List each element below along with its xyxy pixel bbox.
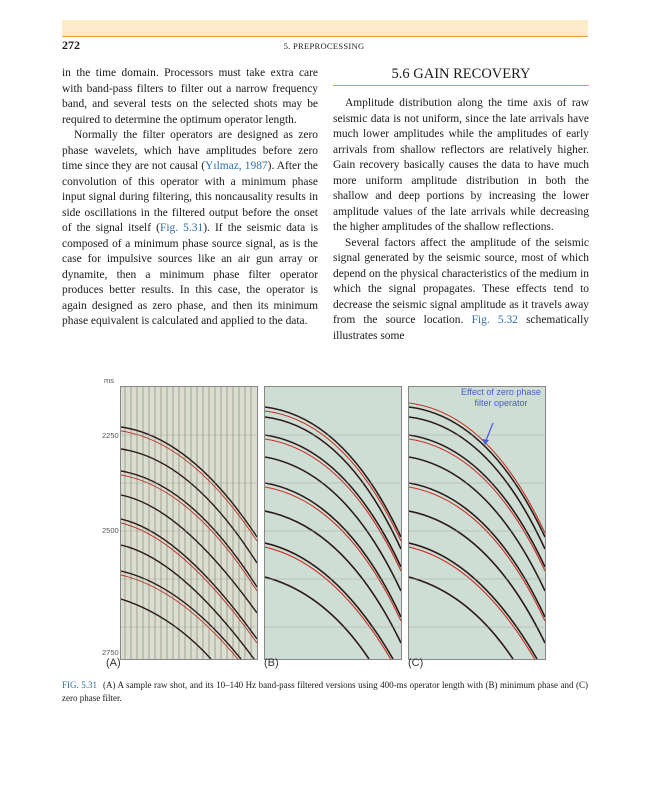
paragraph: in the time domain. Processors must take extra care with band-pass filters to filter out a narrow frequency band, and several tests on the selected shots may be required to determine the optimum operator length. bbox=[62, 67, 318, 126]
left-column bbox=[62, 66, 318, 330]
panel-label-c: (C) bbox=[408, 657, 424, 669]
header-rule bbox=[62, 36, 588, 37]
seismic-panel-minimum-phase bbox=[264, 386, 402, 660]
seismic-panel-zero-phase bbox=[408, 386, 546, 660]
citation-link[interactable]: Yılmaz, 1987 bbox=[205, 160, 268, 172]
paragraph bbox=[62, 128, 318, 330]
seismic-image-zero-phase bbox=[409, 387, 545, 659]
figure-link[interactable]: Fig. 5.32 bbox=[471, 314, 518, 326]
panel-label-a: (A) bbox=[106, 657, 121, 669]
header-band bbox=[62, 20, 588, 36]
paragraph bbox=[333, 236, 589, 345]
caption-text: (A) A sample raw shot, and its 10–140 Hz band-pass filtered versions using 400-ms operator length with (B) minimum phase and (C) zero phase filter. bbox=[62, 680, 588, 703]
text-run: ). If the seismic data is composed of a minimum phase source signal, as is the case for impulsive sources like an air gun array or dynamite, then a minimum phase filter operator produces better results. In this case, the operator is again designed as zero phase, and then its minimum phase equivalent is calculated and applied to the data. bbox=[62, 222, 319, 327]
seismic-image-raw bbox=[121, 387, 257, 659]
figure-annotation bbox=[456, 387, 546, 409]
panel-label-b: (B) bbox=[264, 657, 279, 669]
seismic-panel-raw bbox=[120, 386, 258, 660]
section-title: 5.6 GAIN RECOVERY bbox=[333, 66, 589, 86]
annotation-line: Effect of zero phase bbox=[461, 387, 541, 397]
axis-tick-label: 2250 bbox=[102, 431, 119, 440]
axis-unit-label: ms bbox=[104, 376, 114, 385]
text-run: ). After the convolution of this operator with a minimum phase input signal during filtering, this noncausality results in side oscillations in the filtered output before the onset of the signal itself ( bbox=[62, 160, 318, 234]
running-head: 5. PREPROCESSING bbox=[283, 41, 365, 51]
page-number: 272 bbox=[62, 38, 80, 52]
axis-tick-label: 2500 bbox=[102, 526, 119, 535]
text-run: Several factors affect the amplitude of the seismic signal generated by the seismic source, most of which depend on the physical characteristics of the medium in which the signal propagates. These effects tend to decrease the seismic signal amplitude as it travels away from the source location. bbox=[333, 236, 589, 326]
seismic-image-minimum-phase bbox=[265, 387, 401, 659]
caption-label: FIG. 5.31 bbox=[62, 680, 97, 690]
axis-tick-label: 2750 bbox=[102, 648, 119, 657]
figure-link[interactable]: Fig. 5.31 bbox=[159, 222, 204, 234]
right-column bbox=[333, 66, 589, 344]
annotation-line: filter operator bbox=[474, 398, 528, 408]
paragraph: Amplitude distribution along the time axis of raw seismic data is not uniform, since the late arrivals have much lower amplitudes while the amplitudes of early arrivals from shallow reflectors are relatively higher. Gain recovery basically causes the data to have much more uniform amplitude distribution in both the shallow and deep portions by increasing the lower amplitude values of the late arrivals while decreasing the higher amplitudes of the shallow reflections. bbox=[333, 97, 589, 233]
seismic-figure bbox=[100, 376, 550, 670]
text-run: Normally the filter operators are designed as zero phase wavelets, which have amplitudes before zero time since they are not causal ( bbox=[62, 129, 318, 172]
text-run: schematically illustrates some bbox=[333, 314, 589, 342]
figure-caption bbox=[62, 679, 588, 705]
